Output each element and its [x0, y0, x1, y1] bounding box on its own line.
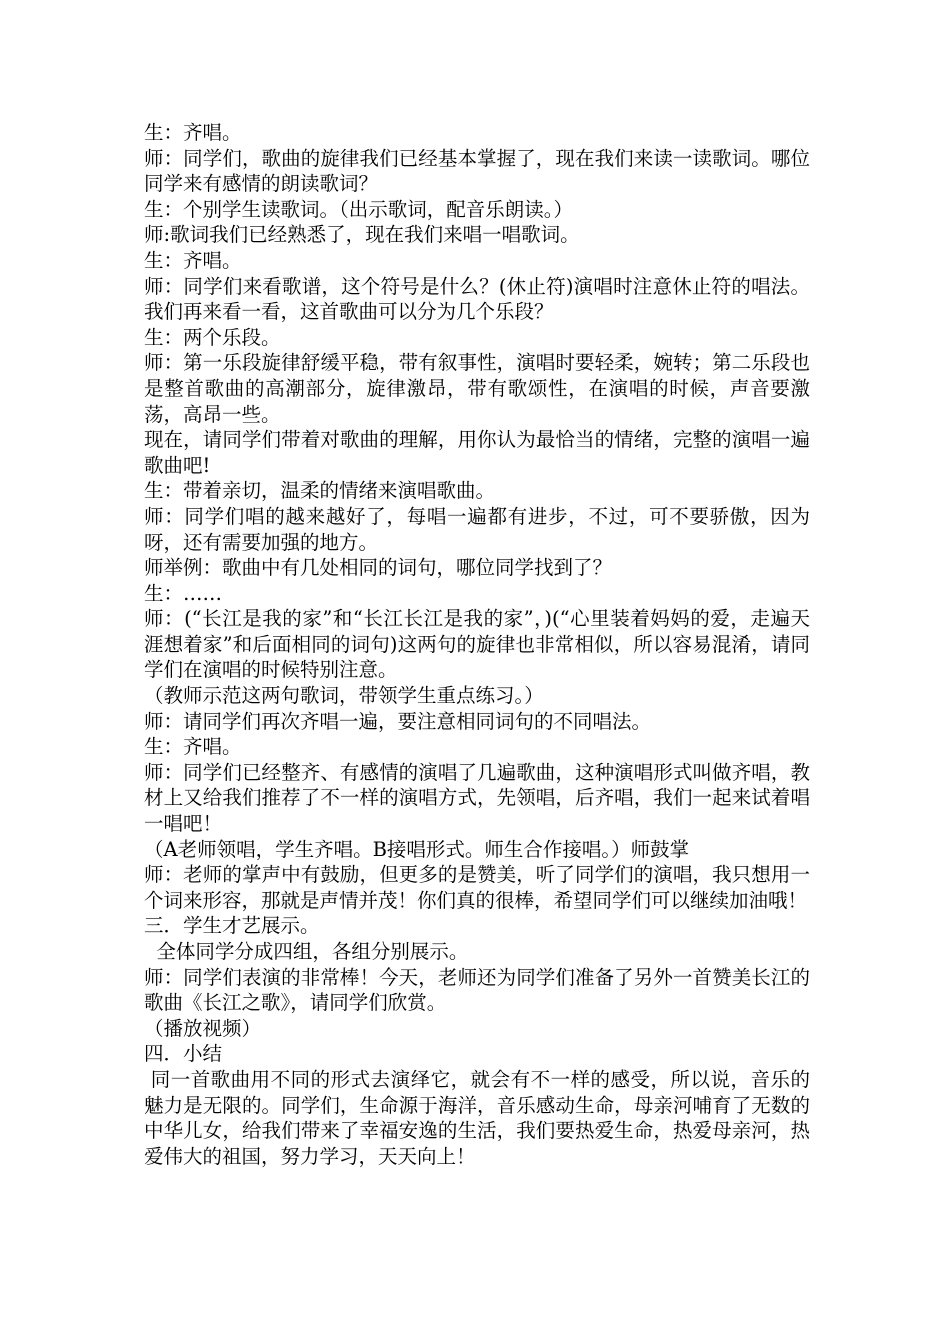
- paragraph: 师：同学们唱的越来越好了，每唱一遍都有进步，不过，可不要骄傲，因为呀，还有需要加强的地方。: [144, 504, 810, 554]
- paragraph: 生：个别学生读歌词。（出示歌词，配音乐朗读。）: [144, 197, 574, 221]
- paragraph: 师举例：歌曲中有几处相同的词句，哪位同学找到了？: [144, 556, 613, 580]
- paragraph: 师：老师的掌声中有鼓励，但更多的是赞美，听了同学们的演唱，我只想用一个词来形容，那就是声情并茂！你们真的很棒，希望同学们可以继续加油哦！: [144, 863, 810, 912]
- paragraph: 现在，请同学们带着对歌曲的理解，用你认为最恰当的情绪，完整的演唱一遍歌曲吧!: [144, 428, 810, 477]
- paragraph: 师：同学们来看歌谱，这个符号是什么？(休止符)演唱时注意休止符的唱法。我们再来看一看，这首歌曲可以分为几个乐段？: [144, 274, 810, 324]
- paragraph: 生：齐唱。: [144, 121, 242, 144]
- paragraph: 生：带着亲切，温柔的情绪来演唱歌曲。: [144, 479, 496, 503]
- paragraph: （播放视频）: [144, 1016, 262, 1040]
- paragraph: 师：第一乐段旋律舒缓平稳，带有叙事性，演唱时要轻柔，婉转；第二乐段也是整首歌曲的高潮部分，旋律激昂，带有歌颂性，在演唱的时候，声音要激荡，高昂一些。: [144, 351, 810, 426]
- paragraph: 生：两个乐段。: [144, 325, 281, 349]
- paragraph: 师：同学们已经整齐、有感情的演唱了几遍歌曲，这种演唱形式叫做齐唱，教材上又给我们推荐了不一样的演唱方式，先领唱，后齐唱，我们一起来试着唱一唱吧！: [144, 760, 810, 836]
- paragraph: 师：(“长江是我的家”和“长江长江是我的家”，)(“心里装着妈妈的爱，走遍天涯想着家”和后面相同的词句)这两句的旋律也非常相似，所以容易混淆，请同学们在演唱的时候特别注意。: [144, 607, 810, 682]
- paragraph: 师:歌词我们已经熟悉了，现在我们来唱一唱歌词。: [144, 223, 580, 247]
- paragraph: 师：请同学们再次齐唱一遍，要注意相同词句的不同唱法。: [144, 709, 652, 733]
- paragraph: 生：齐唱。: [144, 735, 242, 759]
- paragraph: 师：同学们表演的非常棒！今天，老师还为同学们准备了另外一首赞美长江的歌曲《长江之歌》，请同学们欣赏。: [144, 965, 810, 1015]
- paragraph: 师：同学们，歌曲的旋律我们已经基本掌握了，现在我们来读一读歌词。哪位同学来有感情的朗读歌词？: [144, 146, 810, 196]
- paragraph: （教师示范这两句歌词，带领学生重点练习。）: [144, 684, 544, 708]
- paragraph: （A老师领唱，学生齐唱。B接唱形式。师生合作接唱。）师鼓掌: [144, 837, 690, 861]
- document-body: [144, 120, 810, 1169]
- paragraph: 生：……: [144, 581, 223, 605]
- section-heading: 四．小结: [144, 1042, 223, 1066]
- paragraph: 全体同学分成四组，各组分别展示。: [144, 940, 469, 963]
- paragraph: 同一首歌曲用不同的形式去演绎它，就会有不一样的感受，所以说，音乐的魅力是无限的。同学们，生命源于海洋，音乐感动生命，母亲河哺育了无数的中华儿女，给我们带来了幸福安逸的生活，我们要热爱生命，热爱母亲河，热爱伟大的祖国，努力学习，天天向上！: [144, 1067, 810, 1168]
- section-heading: 三．学生才艺展示。: [144, 914, 320, 938]
- paragraph: 生：齐唱。: [144, 248, 242, 272]
